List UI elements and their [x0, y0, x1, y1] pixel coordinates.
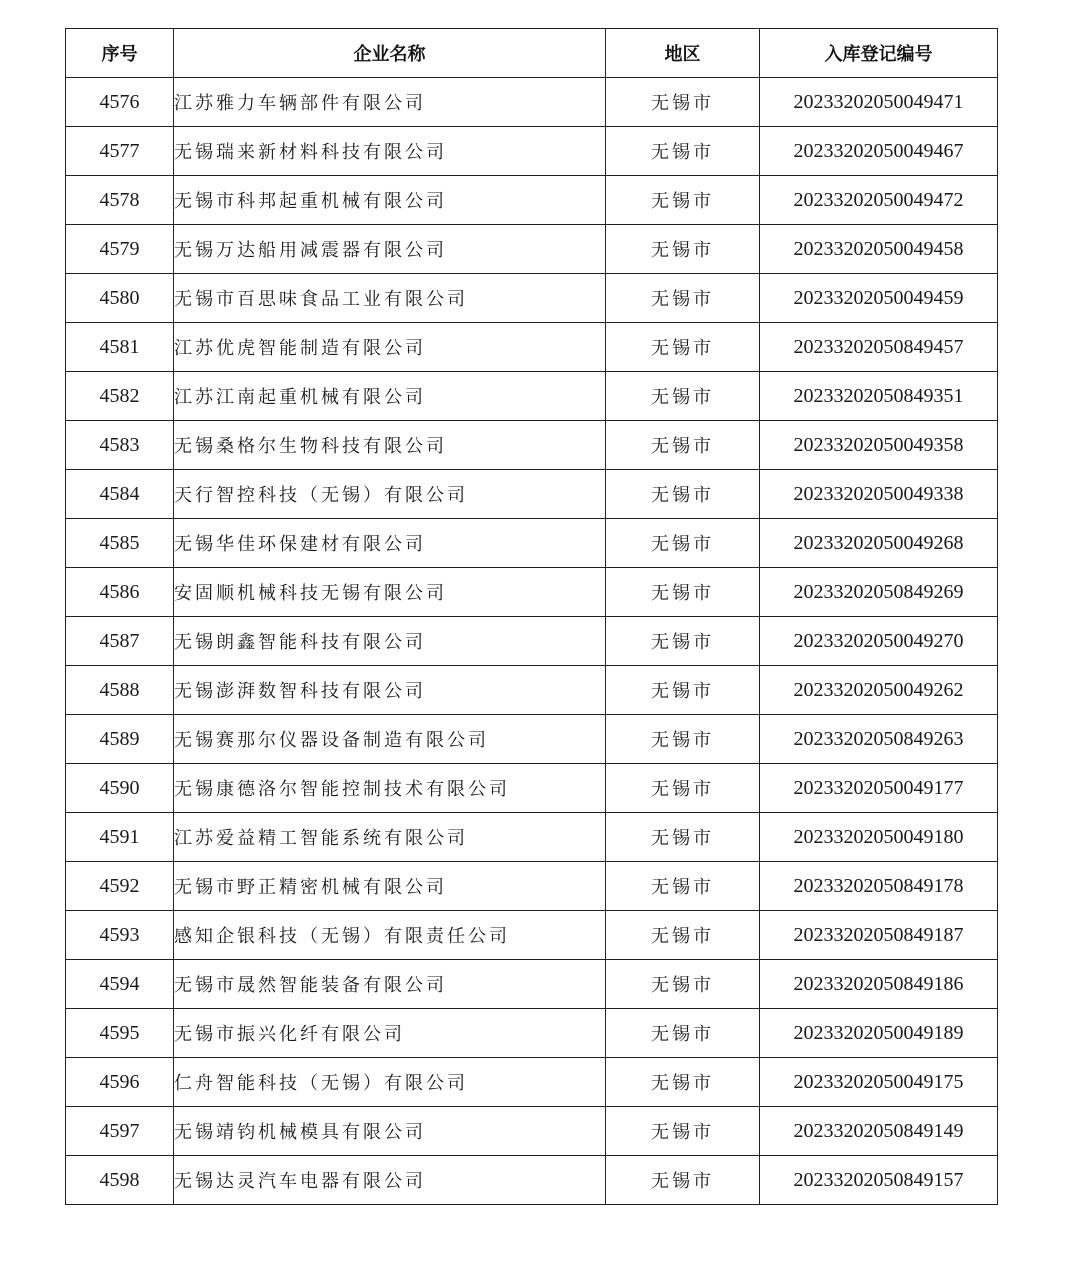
cell-company-name: 江苏雅力车辆部件有限公司 — [174, 78, 606, 127]
cell-region: 无锡市 — [606, 911, 760, 960]
table-row — [66, 127, 998, 176]
cell-registration-code: 20233202050849263 — [760, 715, 998, 764]
cell-company-name: 无锡靖钧机械模具有限公司 — [174, 1107, 606, 1156]
cell-company-name: 天行智控科技（无锡）有限公司 — [174, 470, 606, 519]
table-row — [66, 715, 998, 764]
cell-seq: 4596 — [66, 1058, 174, 1107]
table-header — [66, 29, 998, 78]
cell-region: 无锡市 — [606, 225, 760, 274]
cell-seq: 4583 — [66, 421, 174, 470]
table-row — [66, 666, 998, 715]
cell-company-name: 无锡华佳环保建材有限公司 — [174, 519, 606, 568]
cell-seq: 4597 — [66, 1107, 174, 1156]
cell-company-name: 安固顺机械科技无锡有限公司 — [174, 568, 606, 617]
table-row — [66, 1058, 998, 1107]
table-row — [66, 617, 998, 666]
table-row — [66, 372, 998, 421]
cell-registration-code: 20233202050049270 — [760, 617, 998, 666]
cell-region: 无锡市 — [606, 274, 760, 323]
cell-region: 无锡市 — [606, 78, 760, 127]
cell-registration-code: 20233202050849351 — [760, 372, 998, 421]
cell-registration-code: 20233202050049268 — [760, 519, 998, 568]
table-row — [66, 176, 998, 225]
table-row — [66, 1156, 998, 1205]
cell-seq: 4588 — [66, 666, 174, 715]
header-row — [66, 29, 998, 78]
table-row — [66, 813, 998, 862]
cell-registration-code: 20233202050049175 — [760, 1058, 998, 1107]
cell-registration-code: 20233202050849186 — [760, 960, 998, 1009]
cell-seq: 4587 — [66, 617, 174, 666]
cell-seq: 4589 — [66, 715, 174, 764]
cell-region: 无锡市 — [606, 813, 760, 862]
cell-seq: 4595 — [66, 1009, 174, 1058]
cell-seq: 4593 — [66, 911, 174, 960]
table-row — [66, 274, 998, 323]
cell-registration-code: 20233202050049459 — [760, 274, 998, 323]
header-seq: 序号 — [66, 29, 174, 78]
cell-registration-code: 20233202050049471 — [760, 78, 998, 127]
table-row — [66, 1009, 998, 1058]
cell-registration-code: 20233202050049467 — [760, 127, 998, 176]
cell-company-name: 无锡康德洛尔智能控制技术有限公司 — [174, 764, 606, 813]
cell-region: 无锡市 — [606, 764, 760, 813]
cell-registration-code: 20233202050049177 — [760, 764, 998, 813]
cell-company-name: 无锡瑞来新材料科技有限公司 — [174, 127, 606, 176]
cell-registration-code: 20233202050049472 — [760, 176, 998, 225]
cell-region: 无锡市 — [606, 1156, 760, 1205]
cell-company-name: 江苏优虎智能制造有限公司 — [174, 323, 606, 372]
cell-registration-code: 20233202050049358 — [760, 421, 998, 470]
cell-registration-code: 20233202050849269 — [760, 568, 998, 617]
cell-seq: 4578 — [66, 176, 174, 225]
cell-company-name: 感知企银科技（无锡）有限责任公司 — [174, 911, 606, 960]
cell-region: 无锡市 — [606, 1058, 760, 1107]
cell-company-name: 江苏爱益精工智能系统有限公司 — [174, 813, 606, 862]
cell-registration-code: 20233202050849187 — [760, 911, 998, 960]
cell-region: 无锡市 — [606, 960, 760, 1009]
table-row — [66, 568, 998, 617]
cell-registration-code: 20233202050049189 — [760, 1009, 998, 1058]
header-region: 地区 — [606, 29, 760, 78]
table-row — [66, 1107, 998, 1156]
cell-registration-code: 20233202050049338 — [760, 470, 998, 519]
table-row — [66, 323, 998, 372]
table-row — [66, 519, 998, 568]
cell-region: 无锡市 — [606, 323, 760, 372]
table-row — [66, 960, 998, 1009]
cell-seq: 4581 — [66, 323, 174, 372]
cell-seq: 4579 — [66, 225, 174, 274]
cell-registration-code: 20233202050049180 — [760, 813, 998, 862]
cell-region: 无锡市 — [606, 127, 760, 176]
cell-registration-code: 20233202050849157 — [760, 1156, 998, 1205]
cell-region: 无锡市 — [606, 519, 760, 568]
table-row — [66, 225, 998, 274]
cell-seq: 4576 — [66, 78, 174, 127]
cell-seq: 4580 — [66, 274, 174, 323]
cell-seq: 4598 — [66, 1156, 174, 1205]
cell-company-name: 无锡市百思味食品工业有限公司 — [174, 274, 606, 323]
header-code: 入库登记编号 — [760, 29, 998, 78]
cell-seq: 4591 — [66, 813, 174, 862]
cell-region: 无锡市 — [606, 617, 760, 666]
cell-registration-code: 20233202050849457 — [760, 323, 998, 372]
cell-seq: 4585 — [66, 519, 174, 568]
table-row — [66, 911, 998, 960]
table-row — [66, 764, 998, 813]
table-row — [66, 470, 998, 519]
cell-seq: 4586 — [66, 568, 174, 617]
cell-region: 无锡市 — [606, 1107, 760, 1156]
cell-company-name: 无锡赛那尔仪器设备制造有限公司 — [174, 715, 606, 764]
cell-region: 无锡市 — [606, 862, 760, 911]
cell-company-name: 无锡桑格尔生物科技有限公司 — [174, 421, 606, 470]
cell-company-name: 无锡市科邦起重机械有限公司 — [174, 176, 606, 225]
header-name: 企业名称 — [174, 29, 606, 78]
cell-company-name: 无锡市晟然智能装备有限公司 — [174, 960, 606, 1009]
cell-seq: 4594 — [66, 960, 174, 1009]
cell-company-name: 仁舟智能科技（无锡）有限公司 — [174, 1058, 606, 1107]
cell-seq: 4592 — [66, 862, 174, 911]
table-body — [66, 78, 998, 1205]
cell-region: 无锡市 — [606, 421, 760, 470]
cell-registration-code: 20233202050849149 — [760, 1107, 998, 1156]
cell-registration-code: 20233202050849178 — [760, 862, 998, 911]
cell-company-name: 江苏江南起重机械有限公司 — [174, 372, 606, 421]
table-row — [66, 78, 998, 127]
enterprise-registry-table — [65, 28, 998, 1205]
table-row — [66, 862, 998, 911]
cell-registration-code: 20233202050049262 — [760, 666, 998, 715]
cell-region: 无锡市 — [606, 1009, 760, 1058]
table-row — [66, 421, 998, 470]
cell-company-name: 无锡市振兴化纤有限公司 — [174, 1009, 606, 1058]
cell-company-name: 无锡澎湃数智科技有限公司 — [174, 666, 606, 715]
cell-region: 无锡市 — [606, 176, 760, 225]
cell-seq: 4590 — [66, 764, 174, 813]
cell-region: 无锡市 — [606, 568, 760, 617]
cell-registration-code: 20233202050049458 — [760, 225, 998, 274]
cell-region: 无锡市 — [606, 715, 760, 764]
cell-company-name: 无锡朗鑫智能科技有限公司 — [174, 617, 606, 666]
cell-region: 无锡市 — [606, 666, 760, 715]
cell-company-name: 无锡万达船用减震器有限公司 — [174, 225, 606, 274]
cell-region: 无锡市 — [606, 470, 760, 519]
cell-company-name: 无锡市野正精密机械有限公司 — [174, 862, 606, 911]
cell-seq: 4584 — [66, 470, 174, 519]
cell-company-name: 无锡达灵汽车电器有限公司 — [174, 1156, 606, 1205]
cell-seq: 4582 — [66, 372, 174, 421]
cell-region: 无锡市 — [606, 372, 760, 421]
cell-seq: 4577 — [66, 127, 174, 176]
